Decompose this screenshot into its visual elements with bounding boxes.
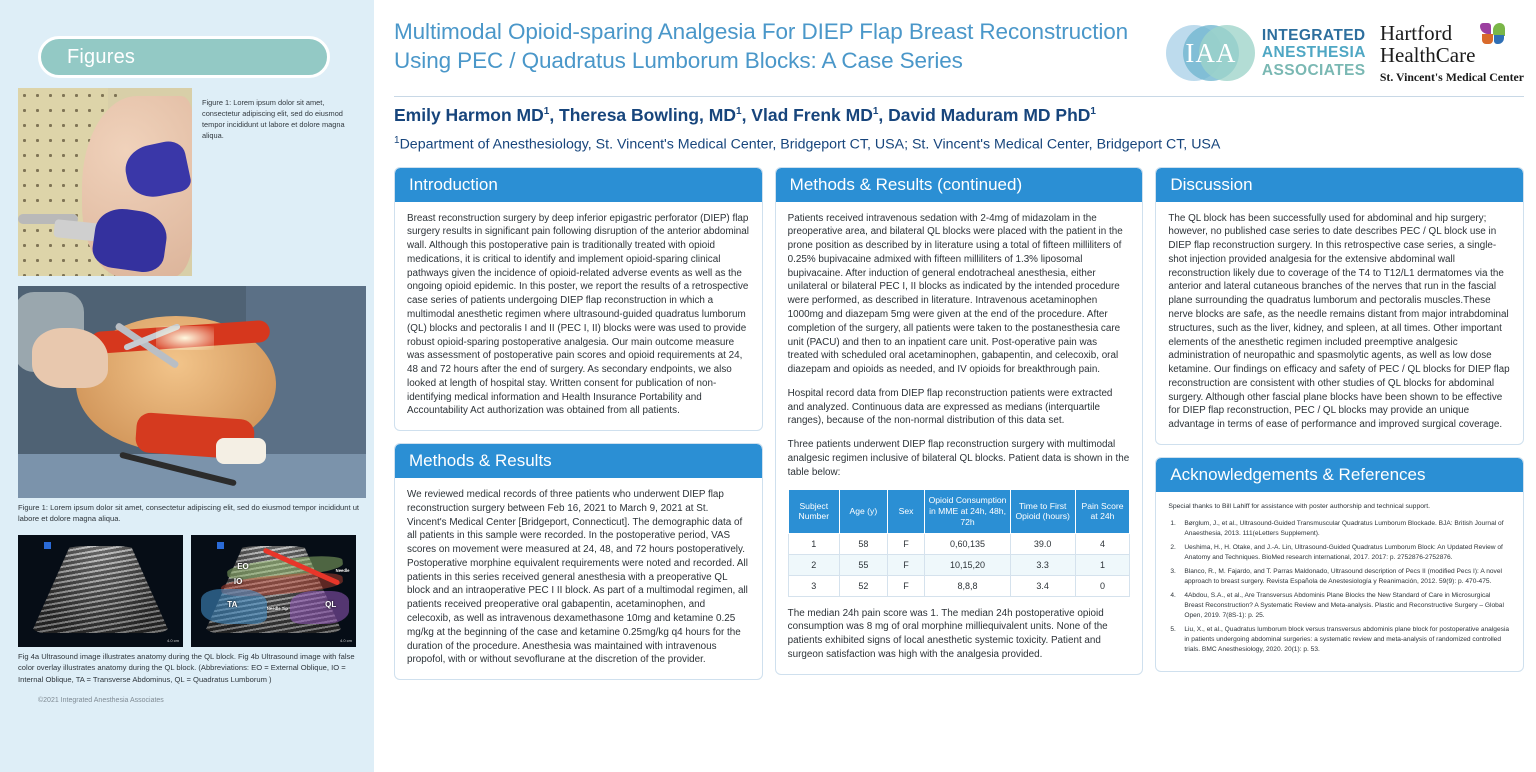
cell-subject-number: 1 xyxy=(788,533,839,554)
ultrasound-scale-label-a: 4.0 cm xyxy=(166,637,179,643)
cell-sex: F xyxy=(887,533,925,554)
section-discussion xyxy=(1155,167,1524,445)
acknowledgements-note: Special thanks to Bill Lahiff for assistance with poster authorship and technical support. xyxy=(1168,502,1431,510)
ultrasound-label-ql: QL xyxy=(325,599,337,609)
logo-group xyxy=(1166,18,1524,86)
cell-time-to-first-opioid: 3.4 xyxy=(1010,575,1075,596)
column-right xyxy=(1155,167,1524,680)
methods-continued-para-4: The median 24h pain score was 1. The median 24h postoperative opioid consumption was 8 mg of oral morphine milliequivalent units. None of the patients exhibited signs of local anesthetic systemic toxicity. Patient and surgeon satisfaction was high with the analgesia provided. xyxy=(787,607,1108,660)
cell-subject-number: 2 xyxy=(788,554,839,575)
figure-1-row xyxy=(18,88,360,276)
cell-opioid-consumption: 0,60,135 xyxy=(925,533,1010,554)
table-header-subject-number: Subject Number xyxy=(788,490,839,533)
section-acknowledgements-references xyxy=(1155,457,1524,672)
iaa-wordmark-line1: INTEGRATED xyxy=(1261,26,1366,44)
cell-pain-score: 1 xyxy=(1075,554,1130,575)
cell-pain-score: 0 xyxy=(1075,575,1130,596)
ultrasound-label-needle: Needle xyxy=(335,568,350,574)
cell-time-to-first-opioid: 39.0 xyxy=(1010,533,1075,554)
reference-item: Liu, X., et al., Quadratus lumborum block versus transversus abdominis plane block for postoperative analgesia in patients undergoing abdominal surgeries: a systematic review and meta-analysis of randomized controlled trials. BMC Anesthesiology, 2020. 20(1): p. 53. xyxy=(1184,626,1510,654)
ultrasound-image-overlay xyxy=(191,535,356,647)
section-methods-results-continued-heading: Methods & Results (continued) xyxy=(776,168,1143,202)
figures-sidebar xyxy=(0,0,374,772)
ultrasound-figure-row xyxy=(18,535,360,647)
figure-1-image xyxy=(18,88,192,276)
reference-item: 4Abdou, S.A., et al., Are Transversus Abdominis Plane Blocks the New Standard of Care in Microsurgical Breast Reconstruction? A Systematic Review and Meta-analysis. Plastic and Reconstructive Surgery – Global Open, 2019. 7(8S-1): p. 25. xyxy=(1184,592,1504,620)
hartford-subtitle: St. Vincent's Medical Center xyxy=(1379,69,1524,84)
hartford-line2: HealthCare xyxy=(1379,43,1476,68)
figure-2-image xyxy=(18,286,366,498)
table-header-opioid-consumption: Opioid Consumption in MME at 24h, 48h, 72h xyxy=(925,490,1010,533)
iaa-circles-icon xyxy=(1166,20,1254,86)
author-list: Emily Harmon $MD^1$, Theresa Bowling, $MD^1$, Vlad Frenk $MD^1$, David Maduram MD PhD$^1$ xyxy=(394,105,1096,125)
methods-continued-para-2: Hospital record data from DIEP flap reconstruction patients were extracted and analyzed. Continuous data are expressed as medians (interquartile ranges), because of the non-normal distribution of this data set. xyxy=(787,387,1113,427)
section-methods-results xyxy=(394,443,763,680)
section-discussion-body: The QL block has been successfully used for abdominal and hip surgery; however, no published case series to date describes PEC / QL block use in DIEP flap reconstruction surgery. In this retrospective case series, a single-shot injection provided analgesia for the extensive abdominal wall reconstruction likely due to coverage of the T4 to T12/L1 dermatomes via the anterior and lateral cutaneous branches of the nerves that run in the fascial plane surrounding the quadratus lumborum and pectoralis muscles.These nerve blocks are safe, as the needle remains distant from major intrabdominal structures, such as the liver, kidney, and spleen, at all times. Other important elements of the anesthetic regimen included preemptive analgesic administration of neuropathic and spasmolytic agents, as well as low dose ketamine. Our findings on efficacy and safety of PEC / QL blocks for DIEP flap reconstruction are consistent with other studies of QL blocks for abdominal surgery. Although other fascial plane blocks have been shown to be effective for DIEP flap reconstruction, PEC / QL blocks may provide an unique advantage in terms of ease of performance and improved surgical coverage. xyxy=(1168,212,1510,431)
title-block xyxy=(394,18,1166,76)
section-introduction-heading: Introduction xyxy=(395,168,762,202)
cell-time-to-first-opioid: 3.3 xyxy=(1010,554,1075,575)
ultrasound-scale-label-b: 4.0 cm xyxy=(339,637,352,643)
figures-header-label: Figures xyxy=(67,45,136,68)
table-header-age: Age (y) xyxy=(839,490,887,533)
iaa-monogram: IAA xyxy=(1185,37,1237,68)
figures-panel-header xyxy=(38,36,330,78)
page-title: Multimodal Opioid-sparing Analgesia For DIEP Flap Breast Reconstruction Using PEC / Quadratus Lumborum Blocks: A Case Series xyxy=(394,19,1129,73)
ultrasound-label-ta: TA xyxy=(227,599,238,609)
cell-opioid-consumption: 10,15,20 xyxy=(925,554,1010,575)
table-header-pain-score: Pain Score at 24h xyxy=(1075,490,1130,533)
iaa-wordmark-line3: ASSOCIATES xyxy=(1261,61,1366,79)
table-row xyxy=(788,533,1130,554)
cell-pain-score: 4 xyxy=(1075,533,1130,554)
cell-age: 52 xyxy=(839,575,887,596)
reference-item: Børglum, J., et al., Ultrasound-Guided Transmuscular Quadratus Lumborum Blockade. BJA: British Journal of Anaesthesia, 2013. 111(eLetters Supplement). xyxy=(1184,520,1504,538)
figure-2-caption: Figure 1: Lorem ipsum dolor sit amet, consectetur adipiscing elit, sed do eiusmod tempor incididunt ut labore et dolore magna aliqua. xyxy=(18,503,360,524)
table-header-time-to-first-opioid: Time to First Opioid (hours) xyxy=(1010,490,1075,533)
iaa-logo xyxy=(1166,20,1366,86)
table-header-row xyxy=(788,490,1130,533)
poster-main xyxy=(374,0,1536,772)
section-introduction xyxy=(394,167,763,431)
ultrasound-label-io: IO xyxy=(233,577,243,587)
section-acknowledgements-heading: Acknowledgements & References xyxy=(1156,458,1523,492)
figure-1-caption: Figure 1: Lorem ipsum dolor sit amet, consectetur adipiscing elit, sed do eiusmod tempor incididunt ut labore et dolore magna aliqua. xyxy=(202,98,345,140)
iaa-wordmark xyxy=(1262,27,1366,79)
hartford-line1: Hartford xyxy=(1379,21,1453,45)
section-methods-results-body: We reviewed medical records of three patients who underwent DIEP flap reconstruction surgery between Feb 16, 2021 to March 9, 2021 at St. Vincent's Medical Center [Bridgeport, Connecticut]. The demographic data of all patients in this sample were recorded. In the postoperative period, VAS scores on movement were measured at 24, 48, and 72 hours postoperatively. Postoperative morphine equivalent requirements were noted and recorded. All patients in this series received general anesthesia with a preoperative QL block and an intraoperative PEC I II block. As part of a multimodal regimen, all patients received preoperative oral gabapentin, acetaminophen, and celecoxib, as well as intravenous dexamethasone 10mg and ketamine 0.25 mg/kg at the beginning of the case and ketamine 0.25mg/kg q4 hours for the duration of the procedure. Anesthesia was maintained with intravenous propofol, with or without sevoflurane at the discretion of the provider. xyxy=(407,489,748,666)
column-middle xyxy=(775,167,1144,680)
reference-item: Blanco, R., M. Fajardo, and T. Parras Maldonado, Ultrasound description of Pecs II (modified Pecs I): A novel approach to breast surgery. Revista Española de Anestesiología y Reanimación, 2012. 59(9): p. 470-475. xyxy=(1184,568,1502,586)
methods-continued-para-1: Patients received intravenous sedation with 2-4mg of midazolam in the preoperative area, and bilateral QL blocks were placed with the patient in the prone position as described by in literature using a total of fifteen milliliters of 0.25% bupivacaine admixed with fifteen milliliters of 1.3% liposomal bupivacaine. After induction of general endotracheal anesthesia, either unilateral or bilateral PEC I, II blocks as indicated by the intended procedure were performed, as described in literature. Intravenous acetaminophen 1000mg and diazepam 5mg were given at the end of the procedure. After completion of the surgery, all patients were taken to the postanesthesia care unit (PACU) and then to an inpatient care unit. Post-operative pain was treated with scheduled oral acetaminophen, gabapentin, and celecoxib, oral diazepam and opioids as needed, and IV opioids for breakthrough pain. xyxy=(787,212,1123,376)
reference-item: Ueshima, H., H. Otake, and J.-A. Lin, Ultrasound-Guided Quadratus Lumborum Block: An Updated Review of Anatomy and Techniques. BioMed research international, 2017. 2017: p. 2752876-2752876. xyxy=(1184,544,1503,562)
section-methods-results-continued xyxy=(775,167,1144,675)
section-introduction-body: Breast reconstruction surgery by deep inferior epigastric perforator (DIEP) flap surgery results in significant pain following disruption of the anterior abdominal wall. Although this postoperative pain is traditionally treated with opioid medications, it is critical to identify and implement opioid-sparing clinical pathways given the incidence of opioid-related adverse events as well as the ongoing opioid epidemic. In this poster, we report the results of a retrospective case series of patients undergoing DIEP flap reconstruction in which a multimodal anesthetic regimen where ultrasound-guided quadratus lumborum (QL) blocks and pectoralis I and II (PEC I, II) blocks were was used to provide robust opioid-sparing postoperative analgesia. Our main outcome measure was assessment of postoperative pain scores and opioid requirements at 24, 48 and 72 hours after the end of surgery. As secondary endpoints, we also looked at length of hospital stay. Written consent for publication of non-identifying medical information and Health Insurance Portability and Accountability Act authorization was obtained from all patients. xyxy=(407,212,749,417)
ultrasound-label-needle-tip: Needle Tip xyxy=(266,606,288,612)
table-header-sex: Sex xyxy=(887,490,925,533)
column-left xyxy=(394,167,763,680)
cell-subject-number: 3 xyxy=(788,575,839,596)
cell-sex: F xyxy=(887,575,925,596)
poster-header-row xyxy=(394,18,1524,86)
header-divider xyxy=(394,96,1524,97)
hartford-pinwheel-icon xyxy=(1480,23,1506,45)
reference-list xyxy=(1168,519,1511,655)
cell-sex: F xyxy=(887,554,925,575)
section-methods-results-heading: Methods & Results xyxy=(395,444,762,478)
cell-age: 55 xyxy=(839,554,887,575)
table-row xyxy=(788,575,1130,596)
section-discussion-heading: Discussion xyxy=(1156,168,1523,202)
copyright-notice: ©2021 Integrated Anesthesia Associates xyxy=(38,696,164,704)
iaa-wordmark-line2: ANESTHESIA xyxy=(1261,44,1366,62)
cell-opioid-consumption: 8,8,8 xyxy=(925,575,1010,596)
content-columns xyxy=(394,167,1524,680)
affiliation-line: $^1$Department of Anesthesiology, St. Vincent's Medical Center, Bridgeport CT, USA; St. Vincent's Medical Center, Bridgeport CT, USA xyxy=(394,134,1221,153)
ultrasound-image-plain xyxy=(18,535,183,647)
ultrasound-label-eo: EO xyxy=(237,561,249,571)
patient-data-table xyxy=(788,489,1131,596)
cell-age: 58 xyxy=(839,533,887,554)
table-row xyxy=(788,554,1130,575)
hartford-healthcare-logo xyxy=(1380,20,1524,85)
figure-4-caption: Fig 4a Ultrasound image illustrates anatomy during the QL block. Fig 4b Ultrasound image with false color overlay illustrates anatomy during the QL block. (Abbreviations: EO = External Oblique, IO = Internal Oblique, TA = Transverse Abdominus, QL = Quadratus Lumborum ) xyxy=(18,651,355,684)
methods-continued-para-3: Three patients underwent DIEP flap reconstruction surgery with multimodal analgesic regimen inclusive of bilateral QL blocks. Patient data is shown in the table below: xyxy=(787,439,1130,478)
